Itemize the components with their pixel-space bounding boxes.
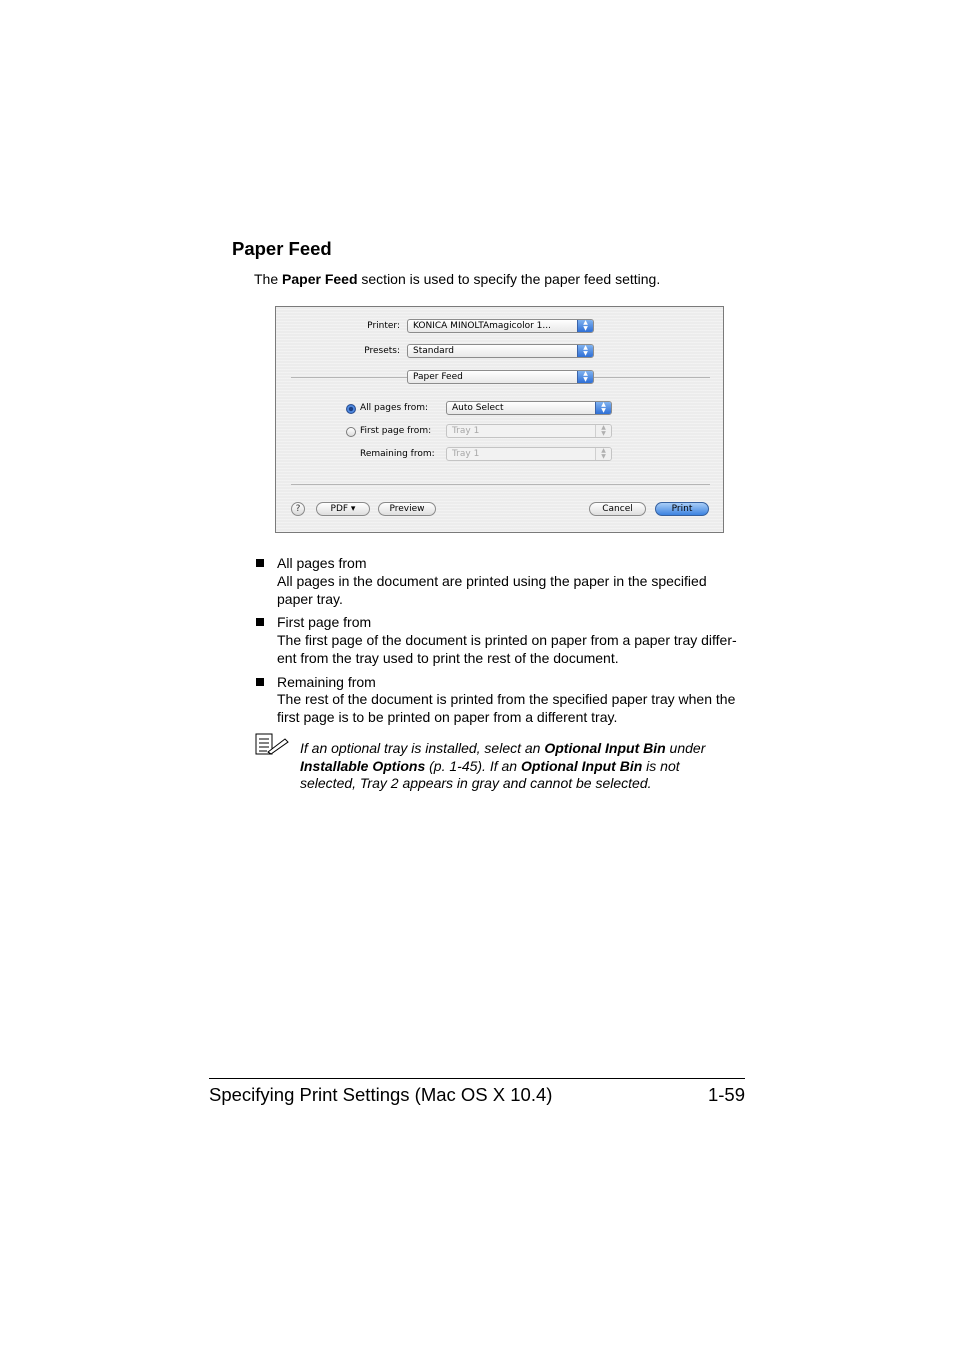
popup-arrows-icon: ▲ ▼ [595, 402, 611, 414]
note-text [300, 740, 705, 793]
cancel-button[interactable]: Cancel [589, 502, 646, 516]
print-dialog-screenshot [275, 306, 724, 533]
intro-text-before: The [254, 271, 283, 287]
note-pencil-icon [255, 733, 289, 755]
all-pages-label: All pages from: [360, 403, 429, 413]
print-button[interactable]: Print [655, 502, 709, 516]
bullet-line: ent from the tray used to print the rest of the document. [277, 650, 619, 666]
printer-popup-value: KONICA MINOLTAmagicolor 1... [413, 321, 551, 331]
presets-label: Presets: [364, 346, 400, 356]
note-line [300, 740, 705, 758]
remaining-popup-value: Tray 1 [452, 449, 480, 459]
footer-page-number: 1-59 [707, 1084, 745, 1105]
note-text-bold: Optional Input Bin [520, 757, 643, 774]
separator-left [291, 377, 408, 378]
bullet-title: All pages from [277, 555, 367, 571]
bullet-description [277, 690, 735, 726]
popup-arrows-icon: ▲ ▼ [577, 320, 593, 332]
footer-chapter-title: Specifying Print Settings (Mac OS X 10.4) [209, 1084, 553, 1105]
all-pages-popup[interactable] [446, 401, 612, 415]
printer-label: Printer: [367, 321, 400, 331]
pdf-button[interactable]: PDF ▾ [316, 502, 370, 516]
all-pages-popup-value: Auto Select [452, 403, 504, 413]
popup-arrows-icon: ▲ ▼ [595, 448, 611, 460]
bullet-line: All pages in the document are printed using the paper in the specified [277, 573, 707, 589]
preview-button[interactable]: Preview [378, 502, 436, 516]
section-title: Paper Feed [232, 238, 332, 259]
note-text-bold: Installable Options [300, 757, 426, 774]
bullet-description [277, 631, 737, 667]
note-text-part: under [665, 740, 706, 756]
first-page-popup-value: Tray 1 [452, 426, 480, 436]
note-text-part: (p. 1-45). If an [425, 757, 521, 774]
popup-arrows-icon: ▲ ▼ [595, 425, 611, 437]
bottom-separator [291, 484, 710, 485]
bullet-line: The rest of the document is printed from the specified paper tray when the [277, 691, 736, 707]
presets-popup-value: Standard [413, 346, 454, 356]
bullet-line: first page is to be printed on paper from a different tray. [277, 709, 618, 725]
help-button[interactable]: ? [291, 502, 305, 516]
first-page-popup [446, 424, 612, 438]
bullet-line: The first page of the document is printed on paper from a paper tray differ- [277, 632, 737, 648]
note-text-part: is not [642, 757, 680, 774]
first-page-label: First page from: [360, 426, 432, 436]
bullet-line: paper tray. [277, 591, 343, 607]
bullet-description [277, 572, 707, 608]
intro-text-after: section is used to specify the paper feed setting. [357, 271, 661, 287]
bullet-title: First page from [277, 614, 372, 630]
bullet-square-icon [256, 618, 264, 626]
intro-text-bold: Paper Feed [282, 271, 358, 287]
panel-popup-value: Paper Feed [413, 372, 463, 382]
footer-rule [209, 1078, 745, 1079]
presets-popup[interactable] [407, 344, 594, 358]
popup-arrows-icon: ▲ ▼ [577, 371, 593, 383]
note-text-part: If an optional tray is installed, select an [300, 740, 545, 756]
note-line: selected, Tray 2 appears in gray and cannot be selected. [300, 775, 652, 791]
all-pages-radio[interactable] [346, 404, 356, 414]
remaining-label: Remaining from: [360, 449, 435, 459]
intro-paragraph [254, 271, 660, 287]
bullet-square-icon [256, 559, 264, 567]
printer-popup[interactable] [407, 319, 594, 333]
remaining-popup [446, 447, 612, 461]
panel-popup[interactable] [407, 370, 594, 384]
popup-arrows-icon: ▲ ▼ [577, 345, 593, 357]
note-text-bold: Optional Input Bin [544, 740, 666, 756]
first-page-radio[interactable] [346, 427, 356, 437]
note-line [300, 758, 705, 776]
bullet-title: Remaining from [277, 674, 376, 690]
separator-right [594, 377, 710, 378]
bullet-square-icon [256, 678, 264, 686]
